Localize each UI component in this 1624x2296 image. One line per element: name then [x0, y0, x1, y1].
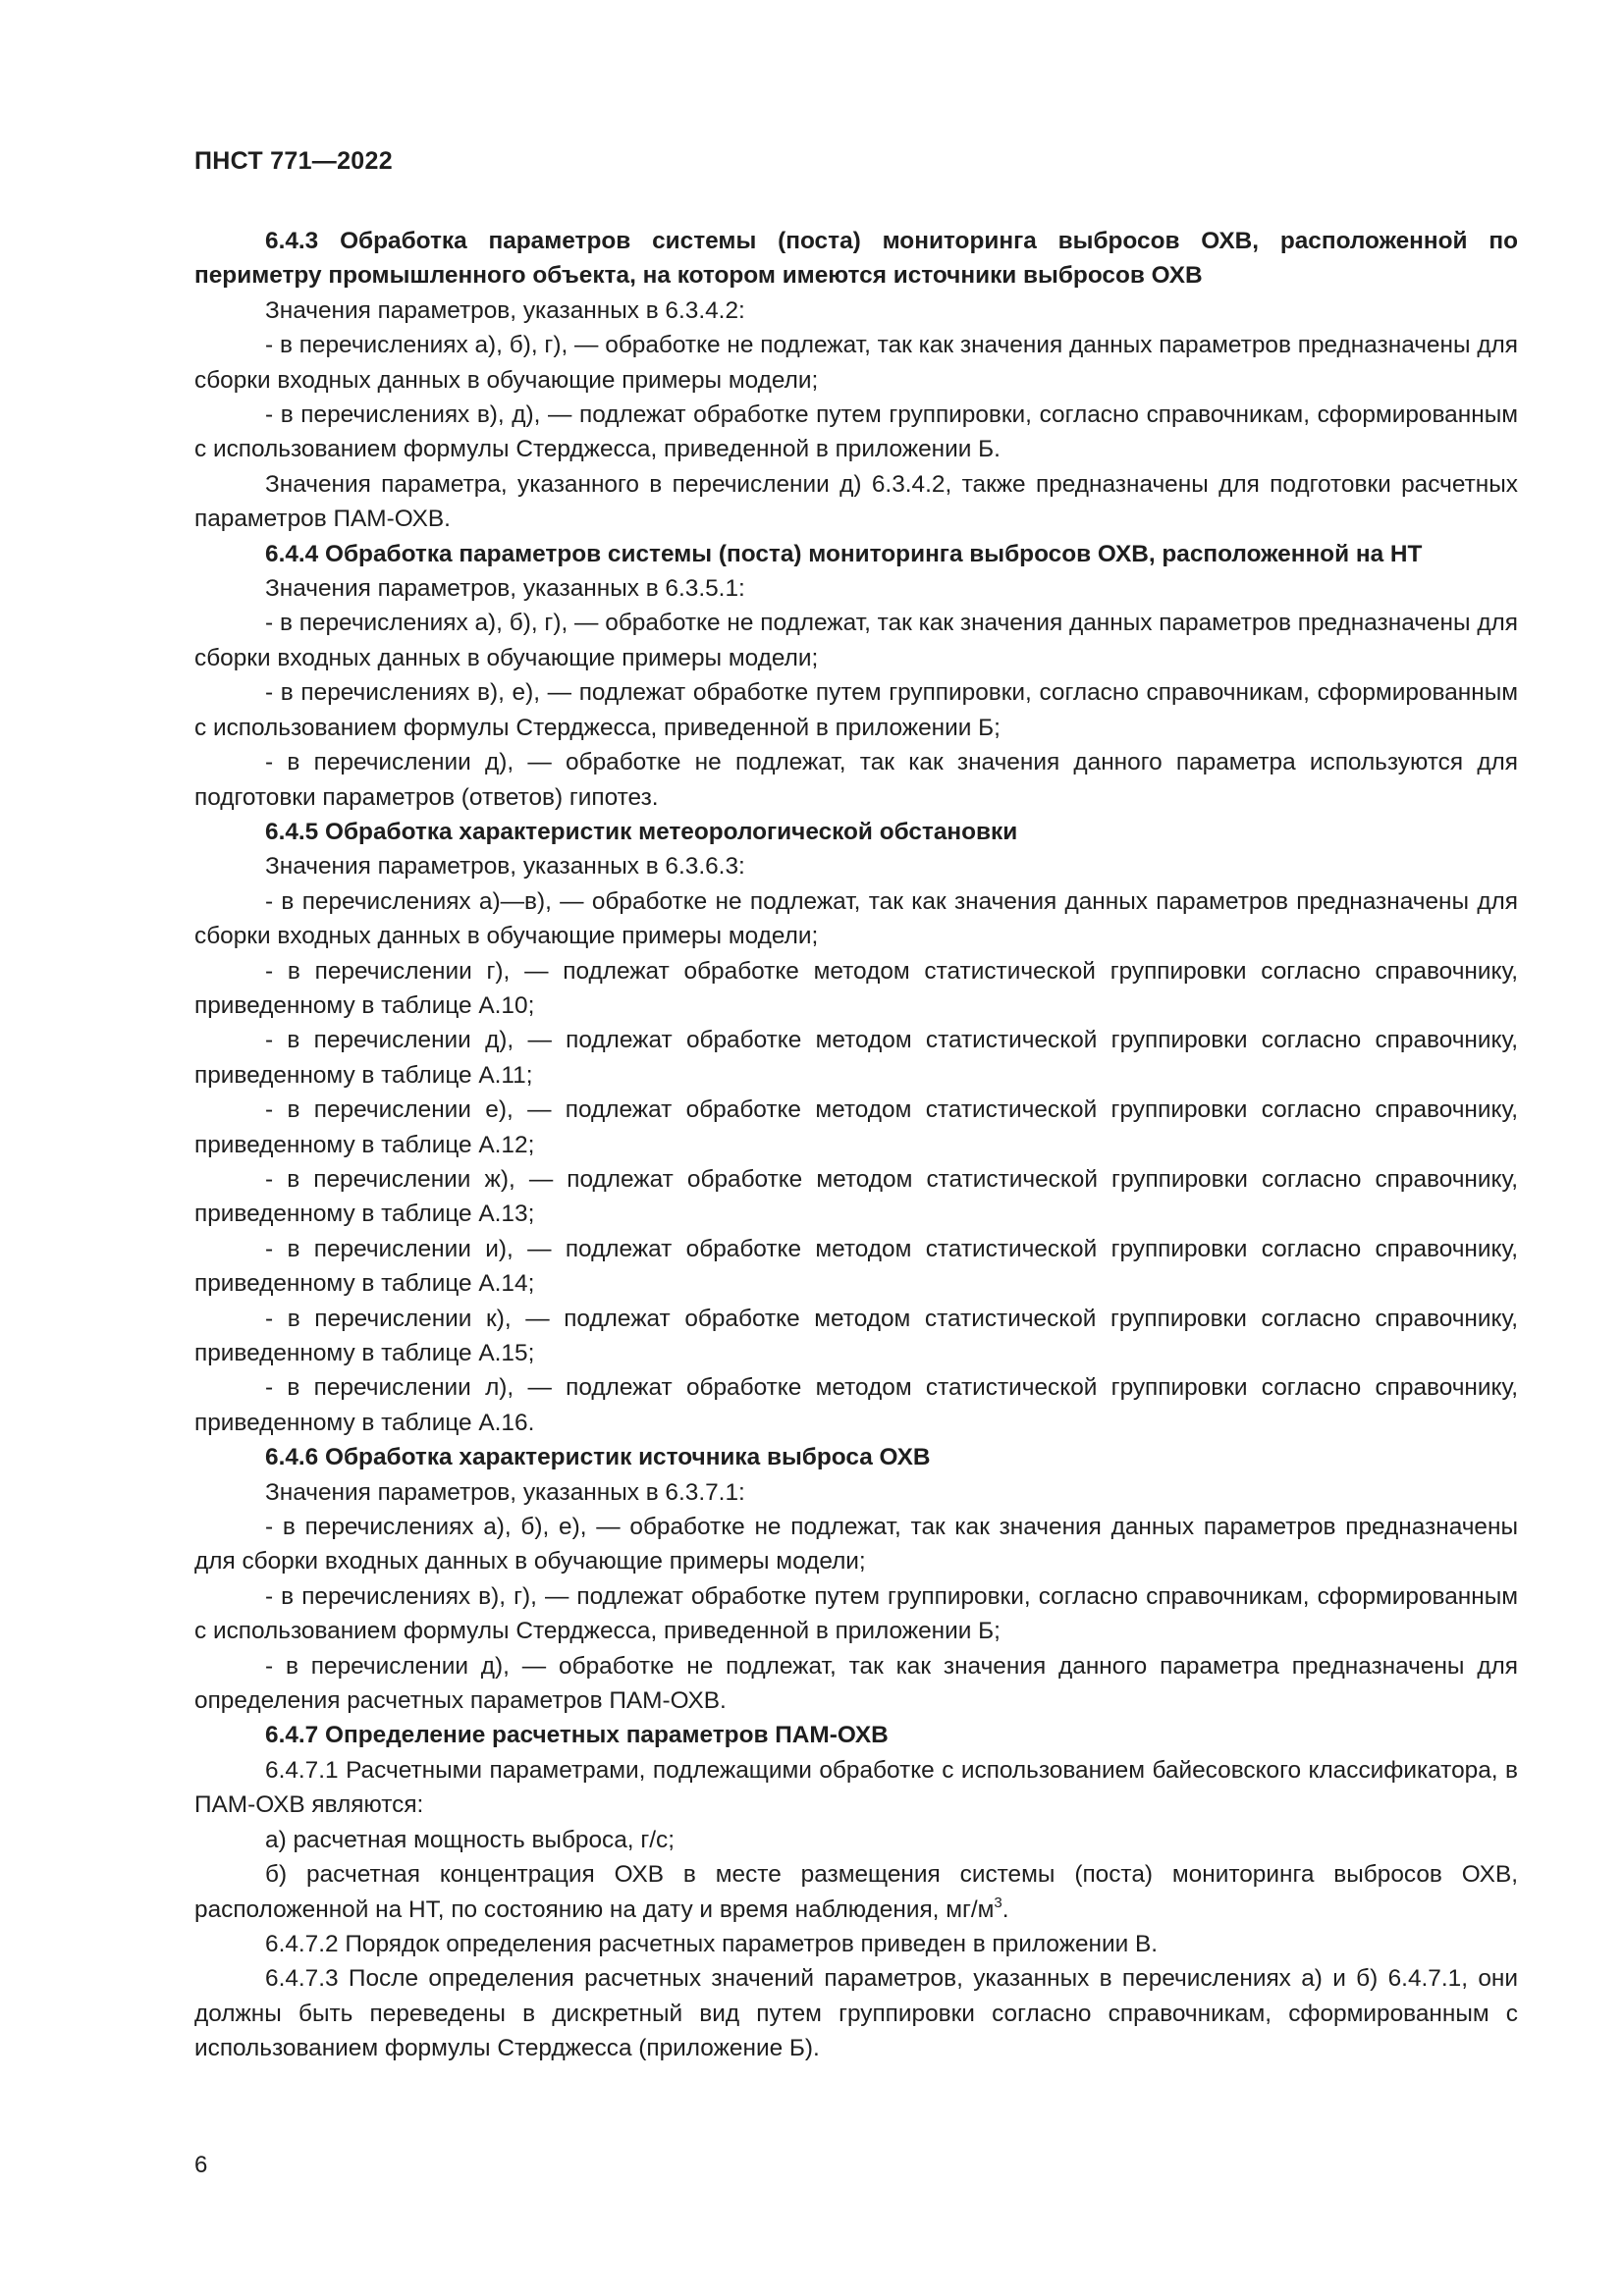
- section-heading-6-4-4: 6.4.4 Обработка параметров системы (поста) мониторинга выбросов ОХВ, расположенной на НТ: [265, 540, 1423, 567]
- paragraph: Значения параметров, указанных в 6.3.6.3:: [265, 853, 745, 881]
- section-heading-6-4-5: 6.4.5 Обработка характеристик метеорологической обстановки: [265, 818, 1018, 845]
- list-item: - в перечислении к), — подлежат обработке методом статистической группировки согласно справочнику, приведенному в таблице А.15;: [194, 1305, 1518, 1366]
- list-item: - в перечислениях в), е), — подлежат обработке путем группировки, согласно справочникам, сформированным с использованием формулы Стерджесса, приведенной в приложении Б;: [194, 679, 1518, 741]
- list-item-text: б) расчетная концентрация ОХВ в месте размещения системы (поста) мониторинга выбросов ОХВ, расположенной на НТ, по состоянию на дату и время наблюдения, мг/м: [194, 1861, 1518, 1923]
- list-item: - в перечислениях а), б), е), — обработке не подлежат, так как значения данных параметров предназначены для сборки входных данных в обучающие примеры модели;: [194, 1514, 1518, 1575]
- page-number: 6: [194, 2152, 208, 2178]
- list-item: - в перечислении и), — подлежат обработке методом статистической группировки согласно справочнику, приведенному в таблице А.14;: [194, 1235, 1518, 1298]
- list-item: - в перечислениях в), д), — подлежат обработке путем группировки, согласно справочникам, сформированным с использованием формулы Стерджесса, приведенной в приложении Б.: [194, 401, 1518, 463]
- list-item: - в перечислении д), — подлежат обработке методом статистической группировки согласно справочнику, приведенному в таблице А.11;: [194, 1027, 1518, 1089]
- paragraph: Значения параметров, указанных в 6.3.5.1:: [265, 575, 745, 603]
- section-heading-6-4-3: 6.4.3 Обработка параметров системы (поста) мониторинга выбросов ОХВ, расположенной по периметру промышленного объекта, на котором имеются источники выбросов ОХВ: [194, 228, 1518, 290]
- superscript: 3: [994, 1894, 1002, 1911]
- list-item: - в перечислении г), — подлежат обработке методом статистической группировки согласно справочнику, приведенному в таблице А.10;: [194, 957, 1518, 1019]
- paragraph: Значения параметров, указанных в 6.3.4.2:: [265, 296, 745, 324]
- list-item-tail: .: [1001, 1896, 1009, 1923]
- list-item: - в перечислениях а)—в), — обработке не подлежат, так как значения данных параметров предназначены для сборки входных данных в обучающие примеры модели;: [194, 887, 1518, 950]
- list-item: - в перечислении е), — подлежат обработке методом статистической группировки согласно справочнику, приведенному в таблице А.12;: [194, 1096, 1518, 1158]
- paragraph: Значения параметра, указанного в перечислении д) 6.3.4.2, также предназначены для подготовки расчетных параметров ПАМ-ОХВ.: [194, 470, 1518, 533]
- section-heading-6-4-7: 6.4.7 Определение расчетных параметров ПАМ-ОХВ: [265, 1722, 889, 1749]
- list-item: [194, 1857, 1518, 1927]
- document-header: ПНСТ 771—2022: [194, 147, 393, 175]
- list-item: - в перечислениях а), б), г), — обработке не подлежат, так как значения данных параметров предназначены для сборки входных данных в обучающие примеры модели;: [194, 610, 1518, 671]
- list-item: - в перечислениях в), г), — подлежат обработке путем группировки, согласно справочникам, сформированным с использованием формулы Стерджесса, приведенной в приложении Б;: [194, 1582, 1518, 1645]
- paragraph: Значения параметров, указанных в 6.3.7.1:: [265, 1478, 745, 1506]
- list-item: - в перечислениях а), б), г), — обработке не подлежат, так как значения данных параметров предназначены для сборки входных данных в обучающие примеры модели;: [194, 332, 1518, 394]
- document-body: [194, 224, 1518, 2066]
- paragraph: 6.4.7.1 Расчетными параметрами, подлежащими обработке с использованием байесовского классификатора, в ПАМ-ОХВ являются:: [194, 1756, 1518, 1819]
- list-item: а) расчетная мощность выброса, г/с;: [265, 1826, 675, 1853]
- list-item: - в перечислении ж), — подлежат обработке методом статистической группировки согласно справочнику, приведенному в таблице А.13;: [194, 1165, 1518, 1228]
- list-item: - в перечислении л), — подлежат обработке методом статистической группировки согласно справочнику, приведенному в таблице А.16.: [194, 1374, 1518, 1436]
- list-item: - в перечислении д), — обработке не подлежат, так как значения данного параметра используются для подготовки параметров (ответов) гипотез.: [194, 749, 1518, 811]
- section-heading-6-4-6: 6.4.6 Обработка характеристик источника выброса ОХВ: [265, 1444, 931, 1471]
- list-item: - в перечислении д), — обработке не подлежат, так как значения данного параметра предназначены для определения расчетных параметров ПАМ-ОХВ.: [194, 1652, 1518, 1715]
- paragraph: 6.4.7.2 Порядок определения расчетных параметров приведен в приложении В.: [265, 1930, 1159, 1957]
- paragraph: 6.4.7.3 После определения расчетных значений параметров, указанных в перечислениях а) и б) 6.4.7.1, они должны быть переведены в дискретный вид путем группировки согласно справочникам, сформированным с использованием формулы Стерджесса (приложение Б).: [194, 1965, 1518, 2062]
